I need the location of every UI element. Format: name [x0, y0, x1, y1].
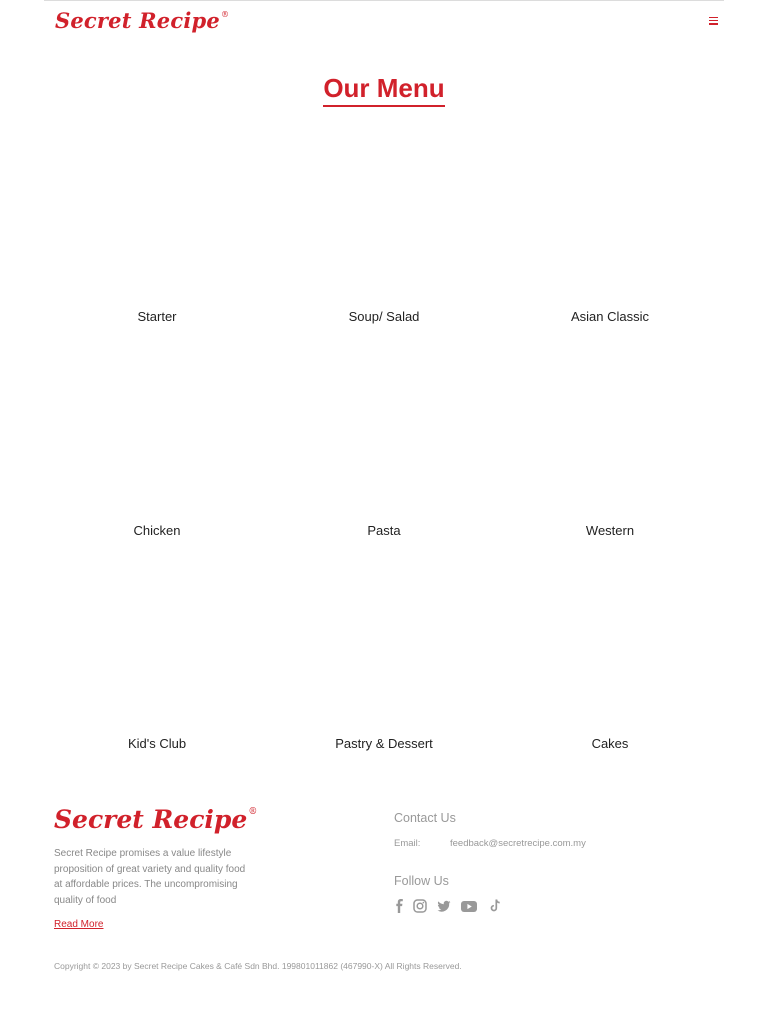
menu-category-chicken[interactable]	[44, 522, 270, 562]
menu-category-label: Pasta	[367, 523, 401, 538]
menu-category-label: Starter	[137, 309, 177, 324]
email-label: Email:	[394, 838, 421, 849]
page-title-text: Our Menu	[323, 73, 444, 107]
twitter-icon[interactable]	[436, 898, 452, 914]
page-title	[0, 73, 768, 107]
footer-registered-mark: ®	[248, 806, 258, 817]
menu-category-label: Chicken	[133, 523, 181, 538]
menu-category-pasta[interactable]	[271, 522, 497, 562]
footer-brand-logo[interactable]	[54, 805, 257, 834]
menu-category-starter[interactable]	[44, 308, 270, 348]
menu-category-soup-salad[interactable]	[271, 308, 497, 348]
menu-category-western[interactable]	[497, 522, 723, 562]
menu-category-label: Soup/ Salad	[348, 309, 420, 324]
facebook-icon[interactable]	[392, 898, 408, 914]
read-more-link[interactable]: Read More	[54, 919, 104, 930]
footer-about-text: Secret Recipe promises a value lifestyle proposition of great variety and quality food at affordable prices. The uncompromising quality of food	[54, 848, 246, 906]
menu-category-label: Cakes	[591, 736, 629, 751]
menu-category-label: Western	[585, 523, 635, 538]
menu-category-label: Kid's Club	[127, 736, 187, 751]
copyright-text: Copyright © 2023 by Secret Recipe Cakes & Café Sdn Bhd. 199801011862 (467990-X) All Rights Reserved.	[54, 961, 462, 971]
tiktok-icon[interactable]	[487, 898, 503, 914]
menu-category-kids-club[interactable]	[44, 735, 270, 775]
menu-category-label: Asian Classic	[570, 309, 650, 324]
follow-us-heading: Follow Us	[394, 874, 449, 888]
brand-logo[interactable]	[55, 8, 229, 33]
youtube-icon[interactable]	[460, 898, 476, 914]
hamburger-icon[interactable]	[709, 15, 723, 29]
email-link[interactable]: feedback@secretrecipe.com.my	[450, 838, 586, 849]
hamburger-line	[709, 20, 718, 22]
menu-category-label: Pastry & Dessert	[335, 736, 433, 751]
menu-category-cakes[interactable]	[497, 735, 723, 775]
brand-logo-text: Secret Recipe	[55, 8, 220, 33]
footer-brand-logo-text: Secret Recipe	[54, 805, 248, 834]
brand-registered-mark: ®	[220, 10, 230, 19]
menu-category-pastry-dessert[interactable]	[271, 735, 497, 775]
site-header	[0, 0, 768, 46]
hamburger-line	[709, 23, 718, 25]
contact-us-heading: Contact Us	[394, 811, 456, 825]
hamburger-line	[709, 17, 718, 19]
instagram-icon[interactable]	[412, 898, 428, 914]
menu-category-asian-classic[interactable]	[497, 308, 723, 348]
